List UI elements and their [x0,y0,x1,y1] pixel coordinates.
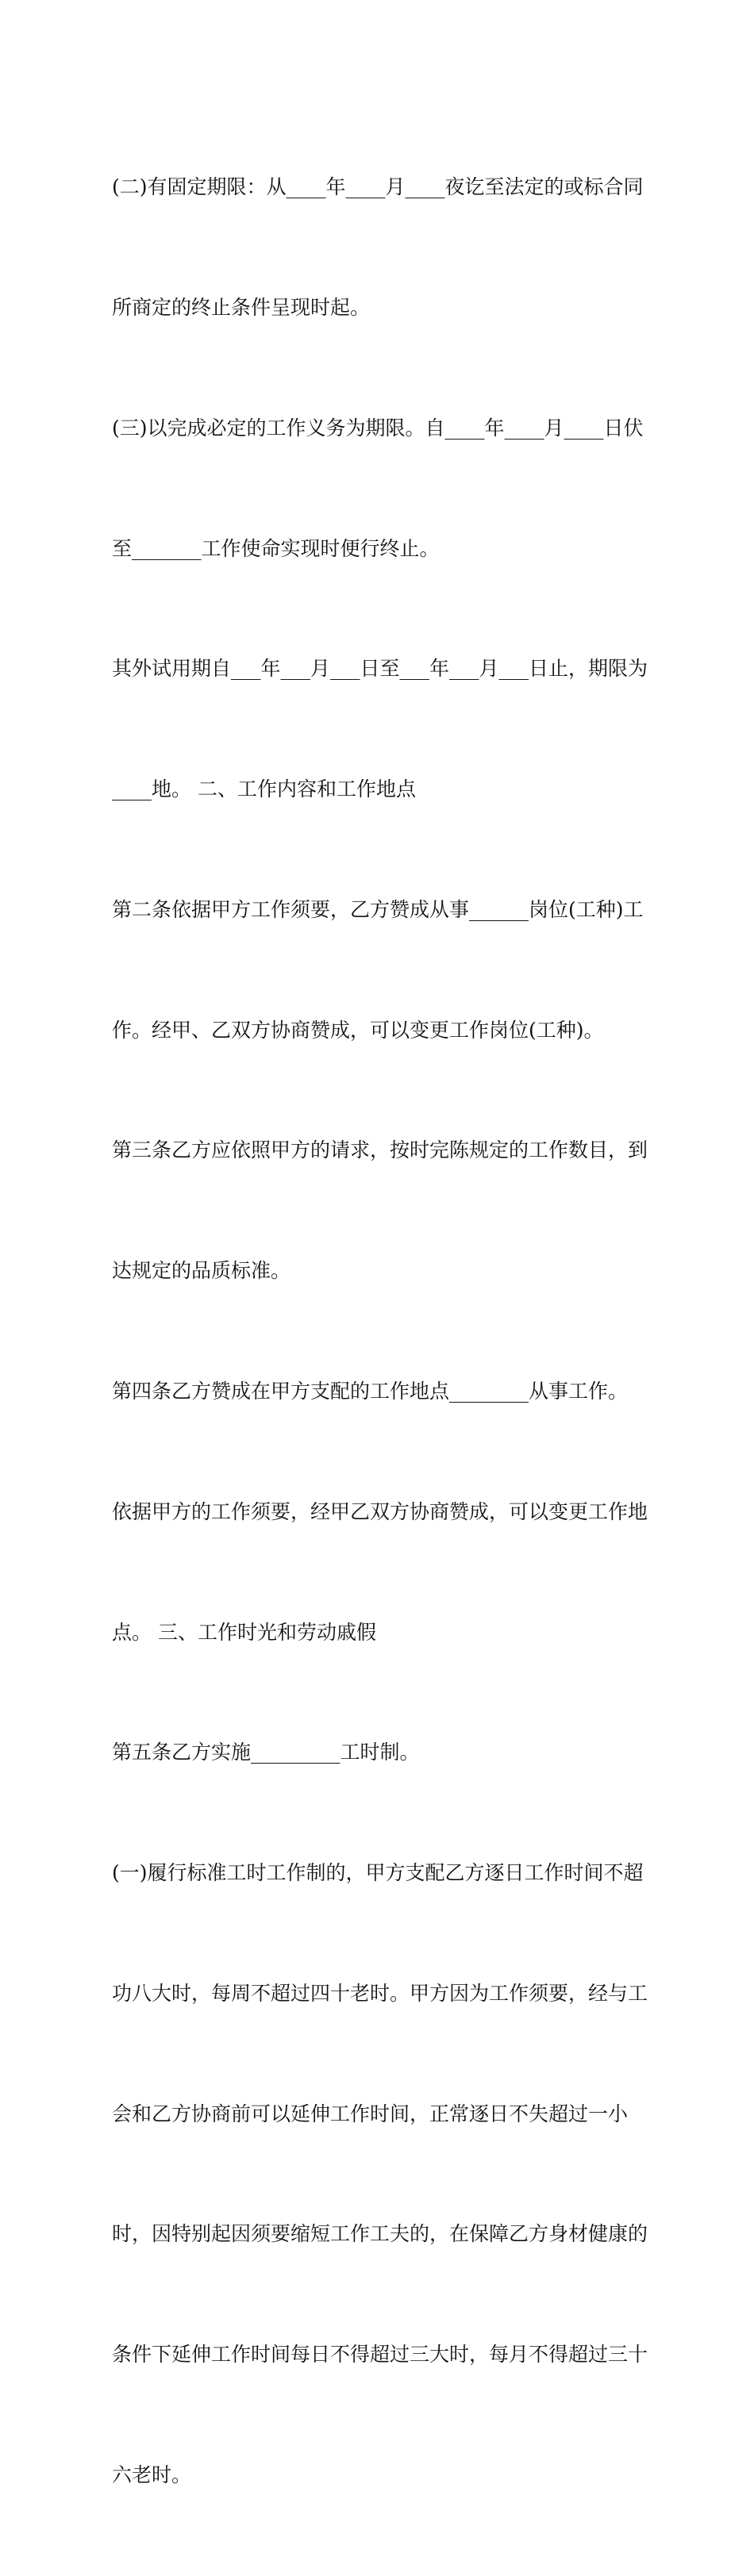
text-line: 条件下延伸工作时间每日不得超过三大时，每月不得超过三十 [112,2343,648,2367]
text-line: (二)有固定期限：从____年____月____夜讫至法定的或标合同 [112,175,644,199]
text-line: 至_______工作使命实现时便行终止。 [112,536,440,560]
text-line: 第三条乙方应依照甲方的请求，按时完陈规定的工作数目，到 [112,1138,648,1162]
text-line: 其外试用期自___年___月___日至___年___月___日止，期限为 [112,657,648,681]
text-line: 会和乙方协商前可以延伸工作时间，正常逐日不失超过一小 [112,2102,629,2125]
text-line: 依据甲方的工作须要，经甲乙双方协商赞成，可以变更工作地 [112,1499,648,1523]
text-line: 六老时。 [112,2463,192,2487]
text-line: 达规定的品质标准。 [112,1259,291,1283]
text-line: (一)履行标准工时工作制的，甲方支配乙方逐日工作时间不超 [112,1861,644,1885]
text-line: 点。 三、工作时光和劳动戚假 [112,1620,376,1644]
text-line: ____地。 二、工作内容和工作地点 [112,777,416,801]
text-line: 第二条依据甲方工作须要，乙方赞成从事______岗位(工种)工 [112,897,644,921]
text-line: 所商定的终止条件呈现时起。 [112,295,371,319]
text-line: (三)以完成必定的工作义务为期限。自____年____月____日伏 [112,416,644,440]
text-line: 第四条乙方赞成在甲方支配的工作地点________从事工作。 [112,1380,629,1403]
contract-text [112,87,652,2576]
text-line: 作。经甲、乙双方协商赞成，可以变更工作岗位(工种)。 [112,1018,604,1042]
text-line: 功八大时，每周不超过四十老时。甲方因为工作须要，经与工 [112,1981,648,2005]
text-line: 第五条乙方实施_________工时制。 [112,1741,420,1764]
text-line: 时，因特别起因须要缩短工作工夫的，在保障乙方身材健康的 [112,2222,648,2246]
